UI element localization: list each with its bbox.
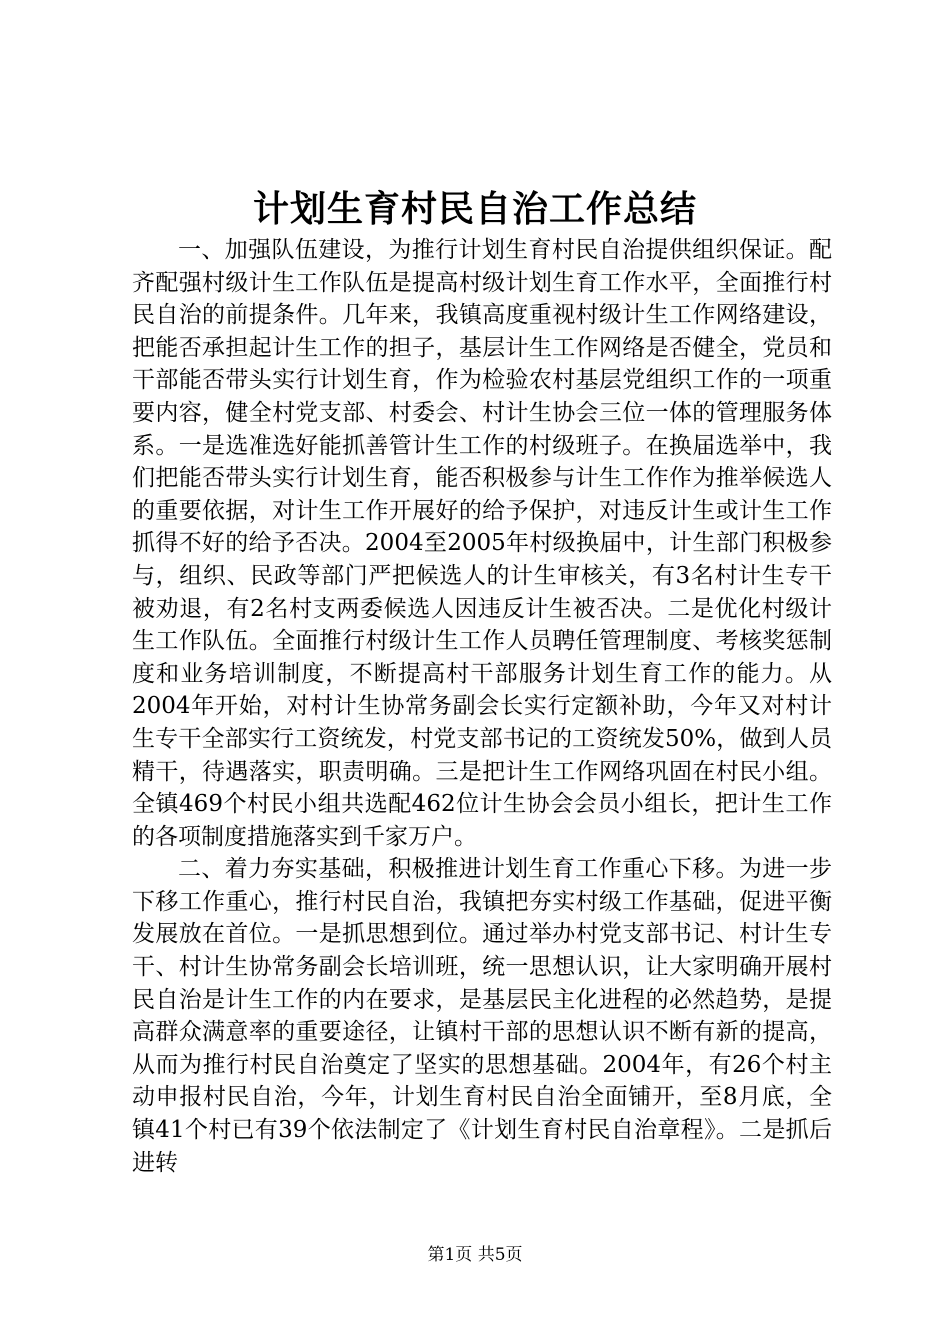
document-title: 计划生育村民自治工作总结 (252, 189, 697, 230)
document-body (132, 234, 832, 1179)
paragraph-1: 一、加强队伍建设，为推行计划生育村民自治提供组织保证。配齐配强村级计生工作队伍是提高村级计划生育工作水平，全面推行村民自治的前提条件。几年来，我镇高度重视村级计生工作网络建设，把能否承担起计生工作的担子，基层计生工作网络是否健全，党员和干部能否带头实行计划生育，作为检验农村基层党组织工作的一项重要内容，健全村党支部、村委会、村计生协会三位一体的管理服务体系。一是选准选好能抓善管计生工作的村级班子。在换届选举中，我们把能否带头实行计划生育，能否积极参与计生工作作为推举候选人的重要依据，对计生工作开展好的给予保护，对违反计生或计生工作抓得不好的给予否决。2004至2005年村级换届中，计生部门积极参与，组织、民政等部门严把候选人的计生审核关，有3名村计生专干被劝退，有2名村支两委候选人因违反计生被否决。二是优化村级计生工作队伍。全面推行村级计生工作人员聘任管理制度、考核奖惩制度和业务培训制度，不断提高村干部服务计划生育工作的能力。从2004年开始，对村计生协常务副会长实行定额补助，今年又对村计生专干全部实行工资统发，村党支部书记的工资统发50%，做到人员精干，待遇落实，职责明确。三是把计生工作网络巩固在村民小组。全镇469个村民小组共选配462位计生协会会员小组长，把计生工作的各项制度措施落实到千家万户。 (132, 237, 832, 850)
page-footer: 第1页 共5页 (427, 1245, 523, 1265)
paragraph-2: 二、着力夯实基础，积极推进计划生育工作重心下移。为进一步下移工作重心，推行村民自治，我镇把夯实村级工作基础，促进平衡发展放在首位。一是抓思想到位。通过举办村党支部书记、村计生专干、村计生协常务副会长培训班，统一思想认识，让大家明确开展村民自治是计生工作的内在要求，是基层民主化进程的必然趋势，是提高群众满意率的重要途径，让镇村干部的思想认识不断有新的提高，从而为推行村民自治奠定了坚实的思想基础。2004年，有26个村主动申报村民自治，今年，计划生育村民自治全面铺开，至8月底，全镇41个村已有39个依法制定了《计划生育村民自治章程》。二是抓后进转 (132, 856, 832, 1176)
